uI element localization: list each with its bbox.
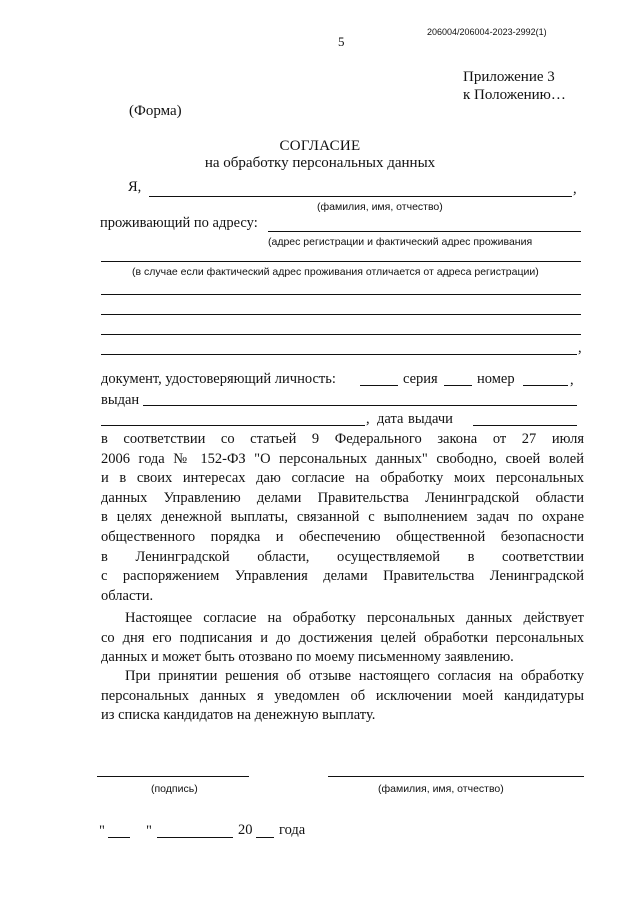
fio-comma: , — [573, 181, 577, 197]
year-line — [256, 837, 274, 838]
issued-line-2 — [101, 425, 365, 426]
document-type-line — [360, 385, 398, 386]
month-line — [157, 837, 233, 838]
actual-address-caption: (в случае если фактический адрес проживания отличается от адреса регистрации) — [132, 266, 539, 278]
series-line — [444, 385, 472, 386]
date-close-quote: " — [146, 823, 152, 839]
paragraph-line: в соответствии со статьей 9 Федерального закона от 27 июля — [101, 431, 584, 447]
issued-line — [143, 405, 577, 406]
validity-paragraph — [101, 609, 584, 668]
blank-line — [101, 314, 581, 315]
fio-caption: (фамилия, имя, отчество) — [317, 201, 443, 213]
fio-line — [149, 196, 572, 197]
signature-fio-line — [328, 776, 584, 777]
appendix-line-1: Приложение 3 — [463, 69, 555, 85]
issue-date-line — [473, 425, 577, 426]
paragraph-line: со дня его подписания и до достижения целей обработки персональных — [101, 629, 584, 646]
signature-caption: (подпись) — [151, 783, 198, 795]
appendix-line-2: к Положению… — [463, 87, 566, 103]
document-id: 206004/206004-2023-2992(1) — [427, 27, 547, 37]
paragraph-line: 2006 года № 152-ФЗ "О персональных данных" свободно, своей волей — [101, 450, 584, 467]
document-label: документ, удостоверяющий личность: — [101, 371, 336, 387]
blank-line — [101, 294, 581, 295]
document-title: СОГЛАСИЕ — [279, 138, 361, 154]
paragraph-line: из списка кандидатов на денежную выплату. — [101, 707, 376, 724]
blank-line — [101, 334, 581, 335]
paragraph-line: При принятии решения об отзыве настоящего согласия на обработку — [125, 668, 584, 684]
paragraph-line: персональных данных я уведомлен об исключении моей кандидатуры — [101, 687, 584, 704]
paragraph-line: области. — [101, 587, 154, 604]
address-line — [268, 231, 581, 232]
address-comma: , — [578, 340, 582, 356]
paragraph-line: Настоящее согласие на обработку персональных данных действует — [125, 610, 584, 626]
document-comma: , — [570, 372, 574, 388]
series-label: серия — [403, 371, 438, 387]
consent-paragraph — [101, 430, 584, 606]
i-label: Я, — [128, 179, 142, 195]
blank-line — [101, 354, 577, 355]
paragraph-line: данных Управлению делами Правительства Ленинградской области — [101, 489, 584, 506]
paragraph-line: и в своих интересах даю согласие на обработку моих персональных — [101, 470, 584, 487]
day-line — [108, 837, 130, 838]
issued-comma: , — [366, 411, 370, 427]
issue-date-label: дата выдачи — [377, 411, 453, 427]
date-open-quote: " — [99, 823, 105, 839]
year-prefix: 20 — [238, 822, 253, 838]
revocation-paragraph — [101, 667, 584, 726]
address-line-2 — [101, 261, 581, 262]
issued-label: выдан — [101, 392, 140, 408]
paragraph-line: общественного порядка и обеспечению общественной безопасности — [101, 528, 584, 545]
number-label: номер — [477, 371, 515, 387]
paragraph-line: с распоряжением Управления делами Правительства Ленинградской — [101, 568, 584, 585]
paragraph-line: в Ленинградской области, осуществляемой в соответствии — [101, 548, 584, 565]
form-label: (Форма) — [129, 103, 182, 119]
page-number: 5 — [338, 34, 345, 49]
signature-fio-caption: (фамилия, имя, отчество) — [378, 783, 504, 795]
address-caption: (адрес регистрации и фактический адрес проживания — [268, 236, 533, 248]
paragraph-line: в целях денежной выплаты, связанной с выполнением задач по охране — [101, 509, 584, 526]
address-label: проживающий по адресу: — [100, 215, 258, 231]
signature-line — [97, 776, 249, 777]
year-suffix: года — [279, 822, 306, 838]
document-subtitle: на обработку персональных данных — [204, 155, 436, 171]
paragraph-line: данных и может быть отозвано по моему письменному заявлению. — [101, 649, 514, 666]
number-line — [523, 385, 568, 386]
